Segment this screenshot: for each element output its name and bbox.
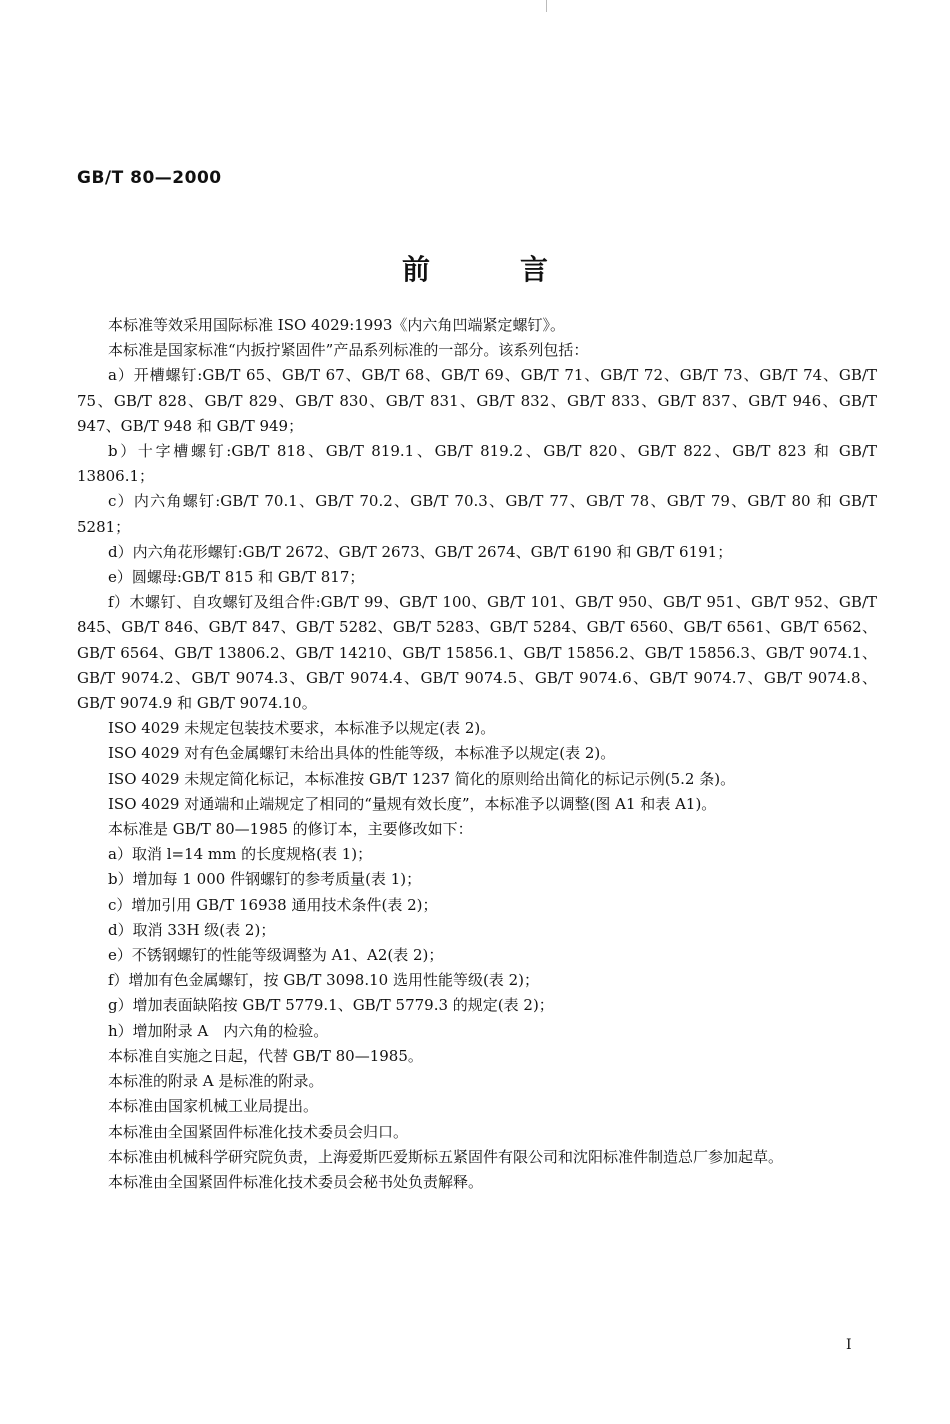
list-item: e）圆螺母:GB/T 815 和 GB/T 817； <box>108 568 365 587</box>
list-item: h）增加附录 A 内六角的检验。 <box>108 1021 329 1040</box>
list-item: c）内六角螺钉:GB/T 70.1、GB/T 70.2、GB/T 70.3、GB/T 77、GB/T 78、GB/T 79、GB/T 80 和 GB/T 5281； <box>77 492 877 536</box>
list-item: a）取消 l=14 mm 的长度规格(表 1)； <box>108 845 373 864</box>
page-number: I <box>846 1337 852 1353</box>
paragraph: 本标准自实施之日起，代替 GB/T 80—1985。 <box>108 1046 423 1065</box>
list-item: b）十字槽螺钉:GB/T 818、GB/T 819.1、GB/T 819.2、GB/T 820、GB/T 822、GB/T 823 和 GB/T 13806.1； <box>77 442 877 486</box>
paragraph: ISO 4029 未规定包装技术要求，本标准予以规定(表 2)。 <box>108 719 496 738</box>
paragraph: 本标准是 GB/T 80—1985 的修订本，主要修改如下： <box>108 820 473 839</box>
list-item: g）增加表面缺陷按 GB/T 5779.1、GB/T 5779.3 的规定(表 2)； <box>108 996 554 1015</box>
paragraph: 本标准由国家机械工业局提出。 <box>108 1097 319 1116</box>
paragraph: ISO 4029 未规定简化标记，本标准按 GB/T 1237 简化的原则给出简化的标记示例(5.2 条)。 <box>108 769 736 788</box>
list-item: a）开槽螺钉:GB/T 65、GB/T 67、GB/T 68、GB/T 69、GB/T 71、GB/T 72、GB/T 73、GB/T 74、GB/T 75、GB/T 828、GB/T 829、GB/T 830、GB/T 831、GB/T 832、GB/T 833、GB/T 837、GB/T 946、GB/T 947、GB/T 948 和 GB/T 949； <box>77 366 877 435</box>
list-item: d）内六角花形螺钉:GB/T 2672、GB/T 2673、GB/T 2674、GB/T 6190 和 GB/T 6191； <box>108 542 733 561</box>
title-char-2: 言 <box>520 253 549 286</box>
paragraph: 本标准由机械科学研究院负责，上海爱斯匹爱斯标五紧固件有限公司和沈阳标准件制造总厂参加起草。 <box>108 1147 784 1166</box>
paragraph: 本标准等效采用国际标准 ISO 4029:1993《内六角凹端紧定螺钉》。 <box>108 316 565 334</box>
paragraph: 本标准的附录 A 是标准的附录。 <box>108 1072 324 1091</box>
paragraph: 本标准由全国紧固件标准化技术委员会归口。 <box>108 1122 409 1141</box>
list-item: f）木螺钉、自攻螺钉及组合件:GB/T 99、GB/T 100、GB/T 101、GB/T 950、GB/T 951、GB/T 952、GB/T 845、GB/T 846、GB/T 847、GB/T 5282、GB/T 5283、GB/T 5284、GB/T 6560、GB/T 6561、GB/T 6562、GB/T 6564、GB/T 13806.2、GB/T 14210、GB/T 15856.1、GB/T 15856.2、GB/T 15856.3、GB/T 9074.1、GB/T 9074.2、GB/T 9074.3、GB/T 9074.4、GB/T 9074.5、GB/T 9074.6、GB/T 9074.7、GB/T 9074.8、GB/T 9074.9 和 GB/T 9074.10。 <box>77 593 877 713</box>
paragraph: 本标准由全国紧固件标准化技术委员会秘书处负责解释。 <box>108 1172 484 1191</box>
list-item: c）增加引用 GB/T 16938 通用技术条件(表 2)； <box>108 895 438 914</box>
foreword-body <box>77 313 877 1195</box>
paragraph: ISO 4029 对通端和止端规定了相同的“量规有效长度”，本标准予以调整(图 A1 和表 A1)。 <box>108 794 717 813</box>
standard-code: GB/T 80—2000 <box>77 168 222 188</box>
list-item: d）取消 33H 级(表 2)； <box>108 920 276 939</box>
scan-mark <box>546 0 547 12</box>
list-item: b）增加每 1 000 件钢螺钉的参考质量(表 1)； <box>108 870 422 889</box>
paragraph: 本标准是国家标准“内扳拧紧固件”产品系列标准的一部分。该系列包括： <box>108 341 589 360</box>
list-item: f）增加有色金属螺钉，按 GB/T 3098.10 选用性能等级(表 2)； <box>108 971 539 990</box>
page-title <box>0 248 950 288</box>
title-char-1: 前 <box>401 253 430 286</box>
list-item: e）不锈钢螺钉的性能等级调整为 A1、A2(表 2)； <box>108 946 444 965</box>
paragraph: ISO 4029 对有色金属螺钉未给出具体的性能等级，本标准予以规定(表 2)。 <box>108 744 616 763</box>
